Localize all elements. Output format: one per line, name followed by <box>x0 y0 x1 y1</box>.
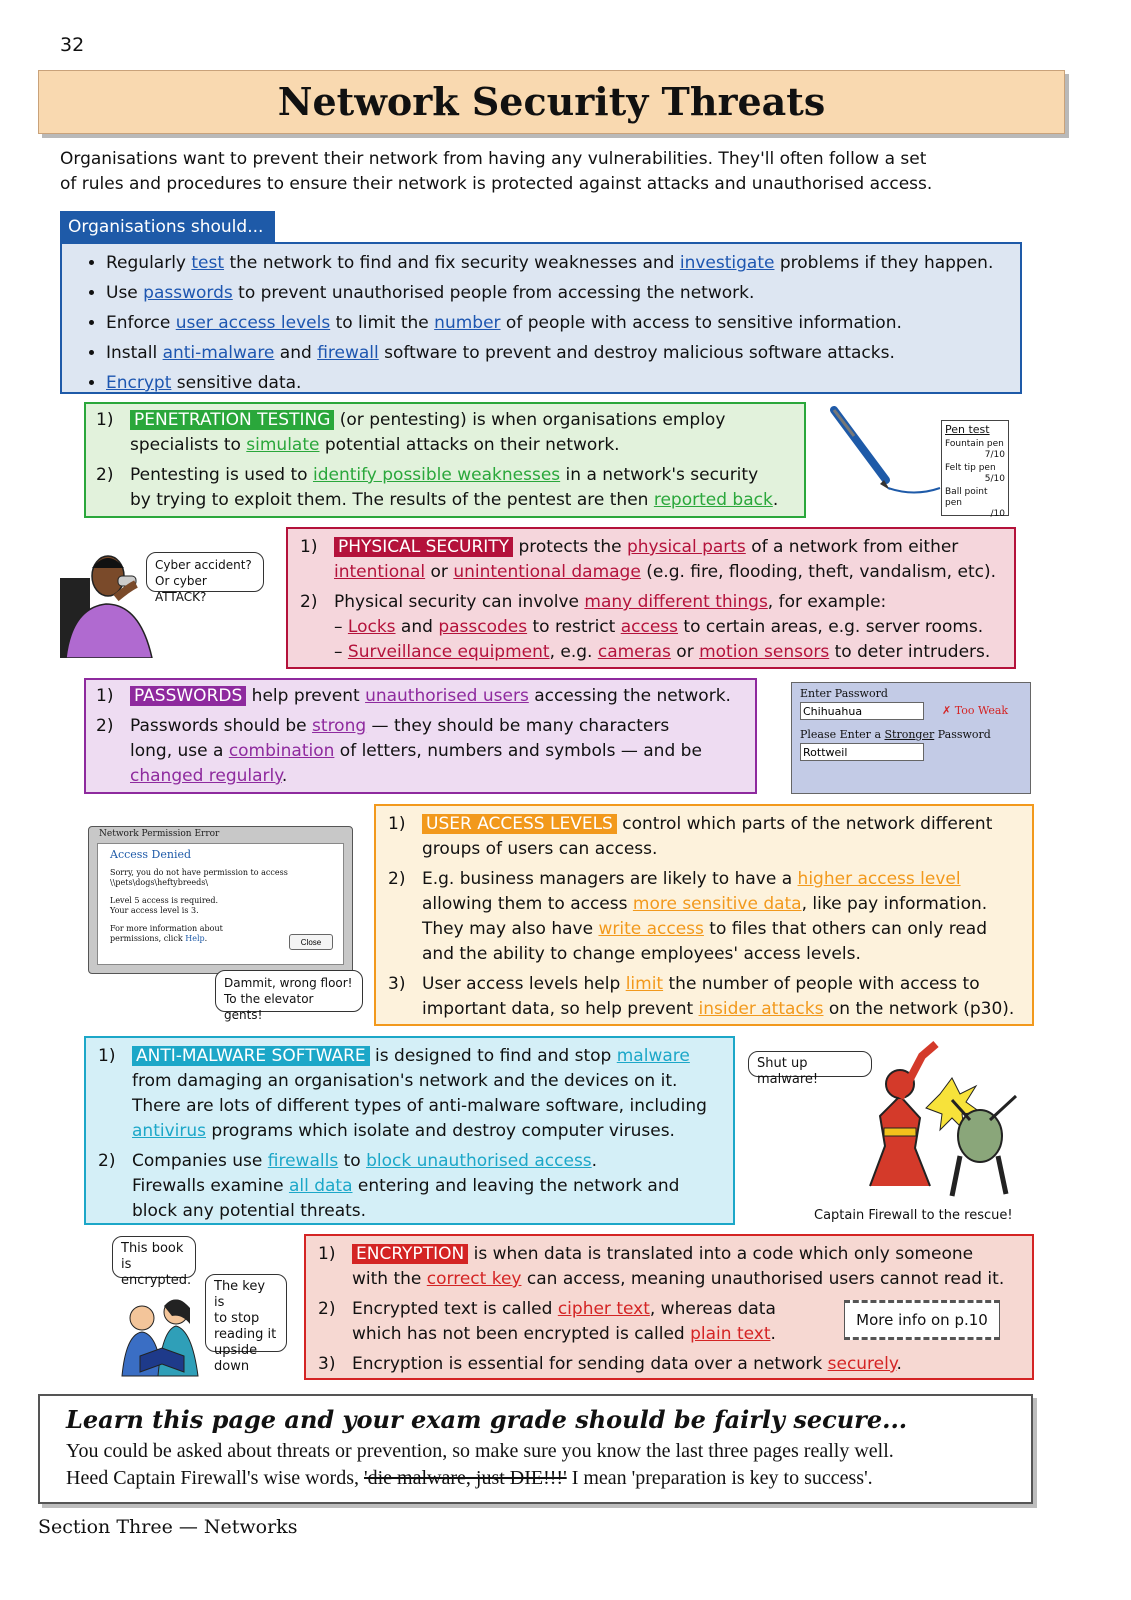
more-info-note: More info on p.10 <box>844 1300 1000 1340</box>
page-number: 32 <box>60 34 85 56</box>
password-form <box>791 682 1031 794</box>
dialog-heading: Access Denied <box>110 848 192 861</box>
pentest-box: 1) PENETRATION TESTING (or pentesting) is when organisations employ specialists to simulate potential attacks on their network. 2) Pentesting is used to identify possible weaknesses in a network's security by trying to exploit them. The results of the pentest are then reported back. <box>84 402 806 518</box>
weak-warning: ✗ Too Weak <box>942 704 1009 717</box>
anti-malware-box: 1) ANTI-MALWARE SOFTWARE is designed to find and stop malware from damaging an organisation's network and the devices on it. There are lots of different types of anti-malware software, including antivirus programs which isolate and destroy computer viruses. 2) Companies use firewalls to block unauthorised access. Firewalls examine all data entering and leaving the network and block any potential threats. <box>84 1036 735 1225</box>
image-caption: Captain Firewall to the rescue! <box>814 1208 1013 1223</box>
dialog-title: Network Permission Error <box>99 829 220 839</box>
intro-line: of rules and procedures to ensure their network is protected against attacks and unauthorised access. <box>60 174 933 194</box>
list-item: • Enforce user access levels to limit the number of people with access to sensitive information. <box>106 308 1020 338</box>
user-access-box: 1) USER ACCESS LEVELS control which parts of the network different groups of users can access. 2) E.g. business managers are likely to have a higher access level allowing them to access more sensitive data, like pay information. They may also have write access to files that others can only read and the ability to change employees' access levels. 3) User access levels help limit the number of people with access to important data, so help prevent insider attacks on the network (p30). <box>374 804 1034 1026</box>
encryption-tag: ENCRYPTION <box>352 1244 468 1264</box>
pentest-tag: PENETRATION TESTING <box>130 410 334 430</box>
physical-security-tag: PHYSICAL SECURITY <box>334 537 513 557</box>
password-input[interactable] <box>800 702 924 720</box>
speech-bubble: Cyber accident? Or cyber ATTACK? <box>146 552 264 592</box>
intro-line: Organisations want to prevent their network from having any vulnerabilities. They'll often follow a set <box>60 149 927 169</box>
physical-security-box: 1) PHYSICAL SECURITY protects the physical parts of a network from either intentional or unintentional damage (e.g. fire, flooding, theft, vandalism, etc). 2) Physical security can involve many different things, for example: – Locks and passcodes to restrict access to certain areas, e.g. server rooms. – Surveillance equipment, e.g. cameras or motion sensors to deter intruders. <box>286 527 1016 669</box>
org-heading-tab: Organisations should... <box>60 211 275 243</box>
list-item: • Regularly test the network to find and fix security weaknesses and investigate problems if they happen. <box>106 248 1020 278</box>
stronger-password-input[interactable] <box>800 743 924 761</box>
user-access-tag: USER ACCESS LEVELS <box>422 814 617 834</box>
help-link[interactable]: Help <box>185 934 205 943</box>
org-list <box>62 248 1020 398</box>
readers-illustration <box>112 1290 212 1380</box>
speech-bubble: Shut up malware! <box>748 1051 872 1077</box>
title-banner <box>38 70 1065 134</box>
org-box <box>60 242 1022 394</box>
summary-heading: Learn this page and your exam grade should be fairly secure... <box>66 1405 908 1434</box>
pen-icon <box>824 402 944 502</box>
speech-bubble: Dammit, wrong floor! To the elevator gents! <box>215 970 363 1012</box>
intro-paragraph <box>60 147 1060 197</box>
summary-line: You could be asked about threats or prevention, so make sure you know the last three pages really well. <box>66 1440 894 1462</box>
permission-dialog: Network Permission Error Access Denied Sorry, you do not have permission to access \\pets\dogs\heftybreeds\ Level 5 access is required. Your access level is 3. For more information about permissions, click Help. Close <box>88 826 353 974</box>
close-button[interactable]: Close <box>289 934 333 950</box>
summary-box <box>38 1394 1033 1504</box>
superhero-illustration <box>840 1036 1020 1208</box>
passwords-box: 1) PASSWORDS help prevent unauthorised users accessing the network. 2) Passwords should be strong — they should be many characters long, use a combination of letters, numbers and symbols — and be changed regularly. <box>84 678 757 794</box>
speech-bubble: The key is to stop reading it upside down <box>205 1274 287 1352</box>
speech-bubble: This book is encrypted. <box>112 1236 196 1278</box>
encryption-box: 1) ENCRYPTION is when data is translated into a code which only someone with the correct key can access, meaning unauthorised users cannot read it. 2) Encrypted text is called cipher text, whereas data which has not been encrypted is called plain text. 3) Encryption is essential for sending data over a network securely. More info on p.10 <box>304 1234 1034 1380</box>
list-item: • Install anti-malware and firewall software to prevent and destroy malicious software attacks. <box>106 338 1020 368</box>
section-footer: Section Three — Networks <box>38 1516 298 1538</box>
stronger-label: Please Enter a Stronger Password <box>800 728 991 741</box>
list-item: • Encrypt sensitive data. <box>106 368 1020 398</box>
summary-line: Heed Captain Firewall's wise words, 'die malware, just DIE!!!' I mean 'preparation is key to success'. <box>66 1467 873 1489</box>
anti-malware-tag: ANTI-MALWARE SOFTWARE <box>132 1046 370 1066</box>
list-item: • Use passwords to prevent unauthorised people from accessing the network. <box>106 278 1020 308</box>
page-title: Network Security Threats <box>277 79 826 124</box>
pen-test-card: Pen test Fountain pen 7/10 Felt tip pen 5/10 Ball point pen /10 <box>941 420 1009 516</box>
passwords-tag: PASSWORDS <box>130 686 246 706</box>
password-label: Enter Password <box>800 687 888 700</box>
